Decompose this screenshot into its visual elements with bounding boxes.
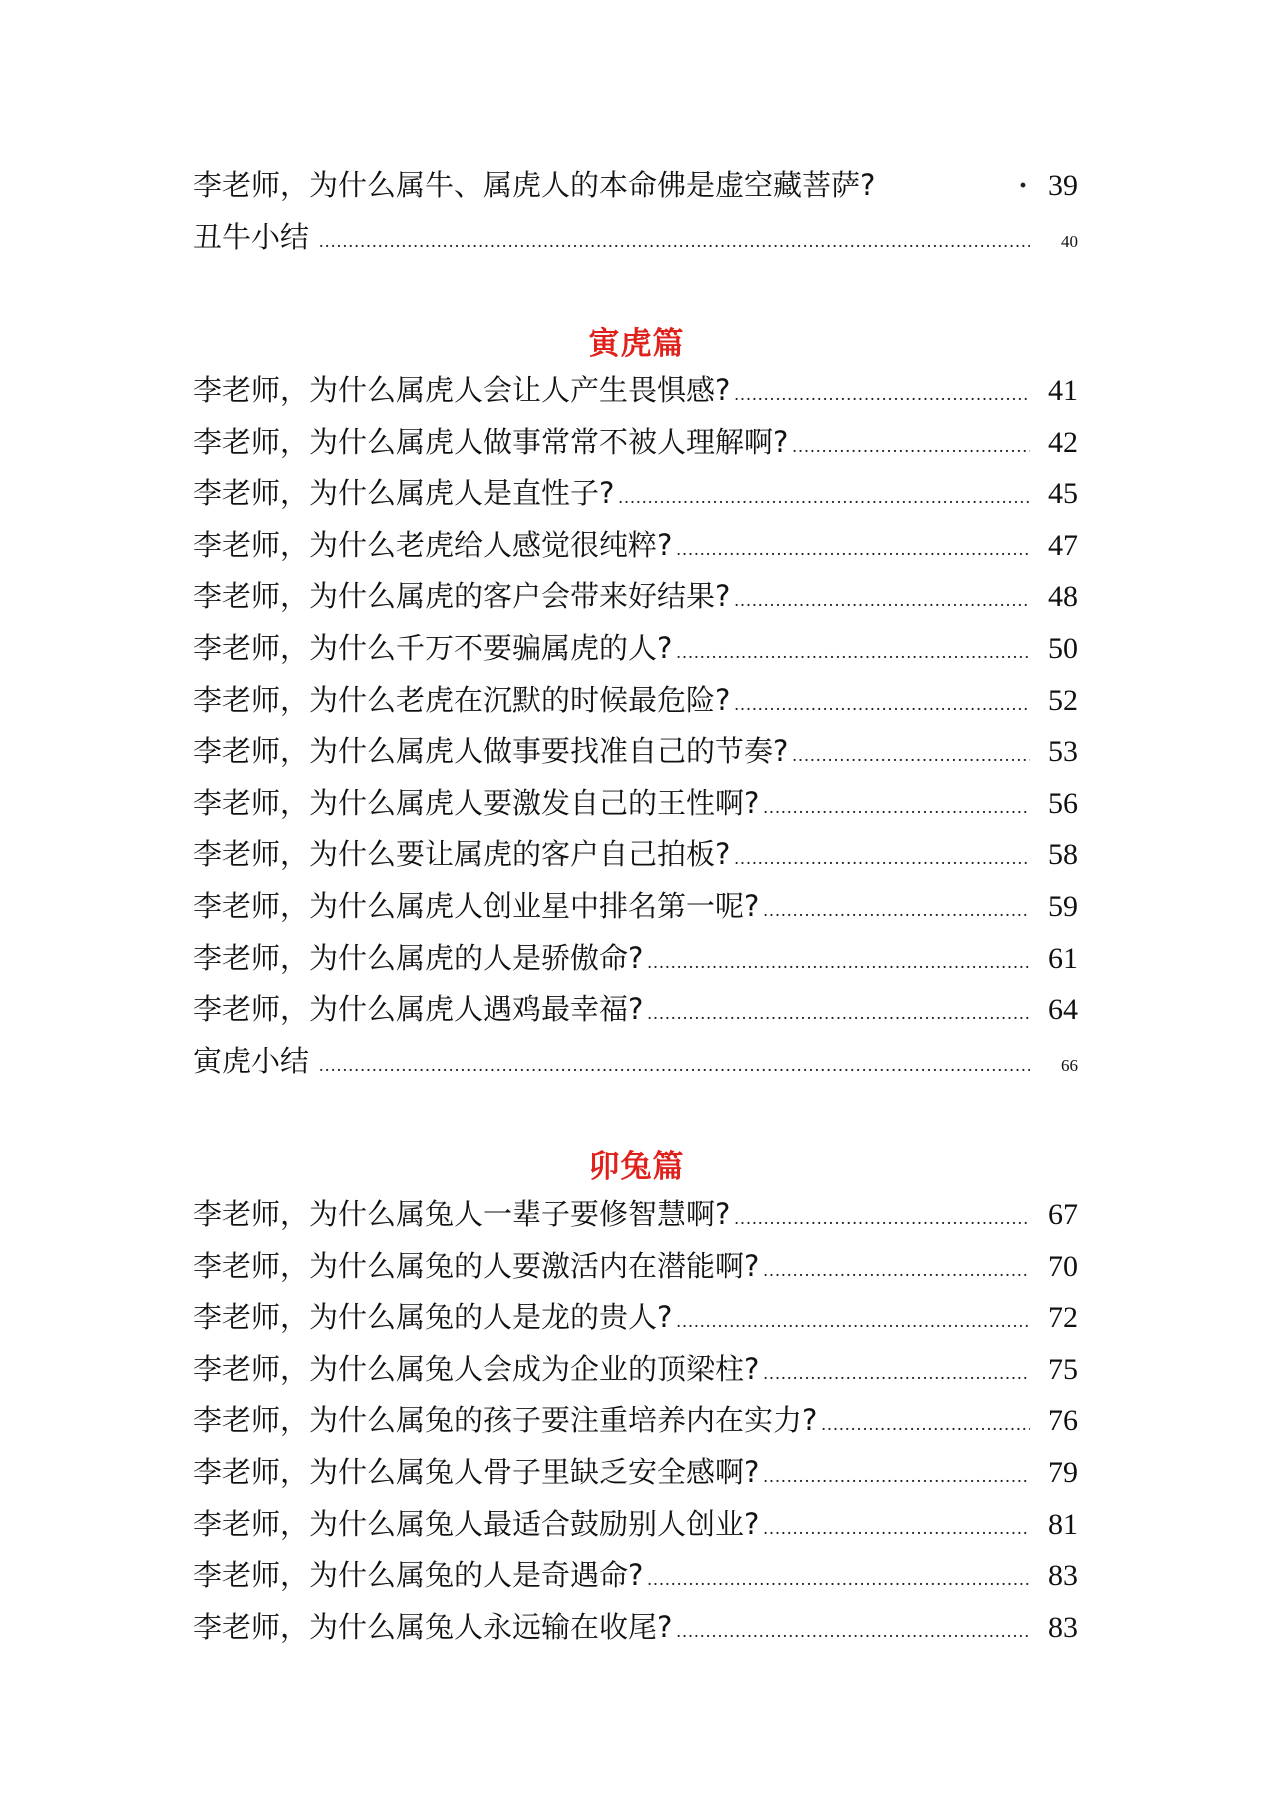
toc-entry[interactable] — [193, 984, 1078, 1036]
toc-leader-dots — [734, 679, 1030, 731]
toc-entry-title: 李老师，为什么属虎人做事要找准自己的节奏? — [193, 734, 789, 769]
toc-leader-dots — [792, 730, 1030, 782]
toc-leader-dots — [763, 885, 1030, 937]
toc-entry-page: 53 — [1048, 735, 1078, 769]
toc-entry-title: 李老师，为什么属兔的人要激活内在潜能啊? — [193, 1248, 760, 1283]
toc-leader-dots — [763, 1451, 1030, 1503]
toc-summary-entry[interactable] — [193, 212, 1078, 264]
toc-entry[interactable] — [193, 1499, 1078, 1551]
toc-entry[interactable] — [193, 468, 1078, 520]
toc-entry-page: 76 — [1048, 1404, 1078, 1438]
toc-entry-page: 45 — [1048, 477, 1078, 511]
toc-entry[interactable] — [193, 160, 1078, 212]
toc-leader-dots — [734, 369, 1030, 421]
toc-leader-dots — [792, 421, 1030, 473]
section-heading-yinhu: 寅虎篇 — [588, 326, 685, 362]
toc-entry[interactable] — [193, 1602, 1078, 1654]
toc-entry-page: 40 — [1061, 231, 1078, 251]
toc-entry[interactable] — [193, 675, 1078, 727]
toc-entry-title: 李老师，为什么老虎在沉默的时候最危险? — [193, 682, 731, 717]
toc-leader-dots — [319, 1040, 1030, 1092]
toc-leader-dot — [879, 160, 1028, 212]
toc-entry-title: 李老师，为什么属兔人一辈子要修智慧啊? — [193, 1197, 731, 1231]
toc-entry[interactable] — [193, 365, 1078, 417]
toc-entry-title: 李老师，为什么属虎人做事常常不被人理解啊? — [193, 424, 789, 459]
toc-leader-dots — [647, 937, 1030, 989]
toc-entry[interactable] — [193, 1395, 1078, 1447]
toc-section-maotu — [193, 1189, 1078, 1653]
toc-leader-dots — [319, 216, 1030, 268]
toc-entry[interactable] — [193, 1292, 1078, 1344]
toc-entry[interactable] — [193, 726, 1078, 778]
toc-entry-page: 81 — [1048, 1507, 1078, 1541]
toc-entry-title: 李老师，为什么属兔人骨子里缺乏安全感啊? — [193, 1454, 760, 1489]
toc-entry-page: 50 — [1048, 631, 1078, 665]
toc-leader-dots — [763, 1245, 1030, 1297]
toc-leader-dots — [821, 1399, 1030, 1451]
toc-entry-title: 李老师，为什么属兔人最适合鼓励别人创业? — [193, 1506, 760, 1541]
toc-entry[interactable] — [193, 1241, 1078, 1293]
toc-entry-page: 39 — [1048, 169, 1078, 202]
toc-entry-title: 李老师，为什么属虎人要激发自己的王性啊? — [193, 785, 760, 820]
toc-entry-title: 李老师，为什么要让属虎的客户自己拍板? — [193, 837, 731, 872]
toc-leader-dots — [676, 524, 1030, 576]
toc-entry[interactable] — [193, 1344, 1078, 1396]
toc-section-yinhu — [193, 365, 1078, 1087]
toc-entry-page: 72 — [1048, 1301, 1078, 1335]
toc-entry-title: 李老师，为什么属兔人会成为企业的顶梁柱? — [193, 1351, 760, 1386]
toc-entry-page: 59 — [1048, 889, 1078, 923]
toc-entry-page: 48 — [1048, 580, 1078, 614]
toc-entry-page: 83 — [1048, 1559, 1078, 1593]
toc-leader-dots — [763, 782, 1030, 834]
toc-entry[interactable] — [193, 829, 1078, 881]
toc-entry[interactable] — [193, 778, 1078, 830]
toc-leader-dots — [763, 1503, 1030, 1555]
toc-summary-entry[interactable] — [193, 1036, 1078, 1088]
toc-entry[interactable] — [193, 623, 1078, 675]
toc-entry-page: 41 — [1048, 374, 1078, 407]
toc-entry-page: 79 — [1048, 1455, 1078, 1489]
toc-entry-title: 丑牛小结 — [193, 219, 310, 254]
toc-entry-title: 李老师，为什么属兔的人是奇遇命? — [193, 1558, 644, 1593]
toc-leader-dots — [676, 627, 1030, 679]
toc-entry-page: 70 — [1048, 1249, 1078, 1283]
toc-leader-dots — [734, 833, 1030, 885]
toc-leader-dots — [763, 1348, 1030, 1400]
toc-entry-title: 李老师，为什么属虎的人是骄傲命? — [193, 940, 644, 975]
toc-entry-page: 61 — [1048, 941, 1078, 975]
toc-entry[interactable] — [193, 520, 1078, 572]
toc-leader-dots — [647, 1554, 1030, 1606]
section-heading-maotu: 卯兔篇 — [588, 1149, 685, 1185]
toc-entry[interactable] — [193, 1189, 1078, 1241]
toc-entry-title: 寅虎小结 — [193, 1043, 310, 1078]
toc-entry-title: 李老师，为什么属虎的客户会带来好结果? — [193, 579, 731, 614]
toc-entry-page: 47 — [1048, 528, 1078, 562]
toc-entry-page: 75 — [1048, 1352, 1078, 1386]
toc-entry-page: 42 — [1048, 425, 1078, 459]
toc-entry[interactable] — [193, 881, 1078, 933]
toc-entry-page: 83 — [1048, 1610, 1078, 1644]
toc-entry-page: 52 — [1048, 683, 1078, 717]
toc-entry-title: 李老师，为什么千万不要骗属虎的人? — [193, 630, 673, 665]
toc-top-block — [193, 160, 1078, 263]
toc-entry[interactable] — [193, 417, 1078, 469]
toc-entry-title: 李老师，为什么属兔人永远输在收尾? — [193, 1609, 673, 1644]
toc-entry[interactable] — [193, 933, 1078, 985]
toc-entry-page: 56 — [1048, 786, 1078, 820]
toc-entry-title: 李老师，为什么老虎给人感觉很纯粹? — [193, 527, 673, 562]
toc-entry-title: 李老师，为什么属兔的人是龙的贵人? — [193, 1300, 673, 1335]
toc-entry-title: 李老师，为什么属牛、属虎人的本命佛是虚空藏菩萨? — [193, 168, 876, 202]
toc-entry-page: 67 — [1048, 1198, 1078, 1231]
toc-entry[interactable] — [193, 1550, 1078, 1602]
toc-entry-title: 李老师，为什么属兔的孩子要注重培养内在实力? — [193, 1403, 818, 1438]
toc-leader-dots — [676, 1606, 1030, 1658]
toc-entry-page: 66 — [1061, 1055, 1078, 1075]
toc-entry-title: 李老师，为什么属虎人会让人产生畏惧感? — [193, 373, 731, 407]
toc-leader-dots — [618, 472, 1030, 524]
toc-entry-title: 李老师，为什么属虎人创业星中排名第一呢? — [193, 888, 760, 923]
toc-entry-page: 64 — [1048, 993, 1078, 1027]
toc-leader-dots — [734, 1193, 1030, 1245]
toc-entry[interactable] — [193, 571, 1078, 623]
toc-leader-dots — [676, 1296, 1030, 1348]
toc-leader-dots — [734, 575, 1030, 627]
toc-entry-title: 李老师，为什么属虎人是直性子? — [193, 476, 615, 511]
toc-entry-page: 58 — [1048, 838, 1078, 872]
toc-leader-dots — [647, 988, 1030, 1040]
toc-entry[interactable] — [193, 1447, 1078, 1499]
toc-entry-title: 李老师，为什么属虎人遇鸡最幸福? — [193, 992, 644, 1027]
